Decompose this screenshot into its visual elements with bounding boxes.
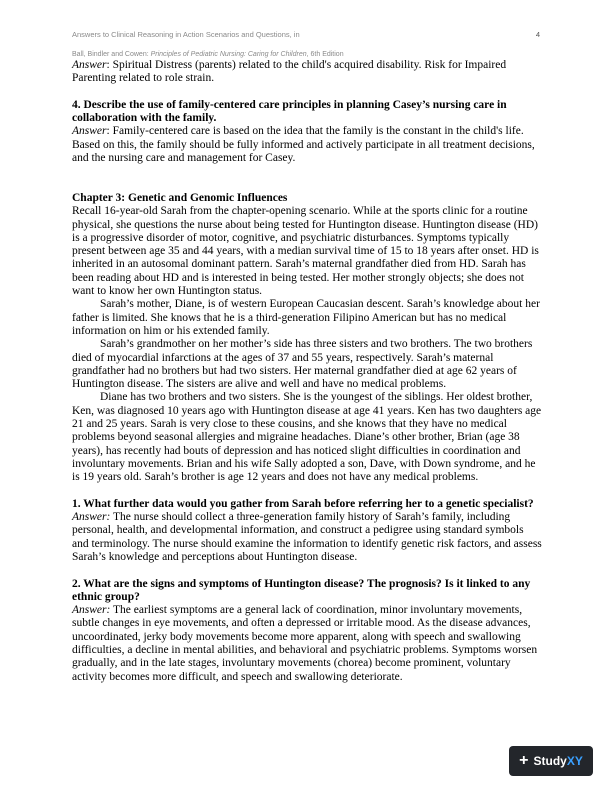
answer-4: Answer: Family-centered care is based on the idea that the family is the constant in the child's life. Based on this, the family should be fully informed and actively participate in all treatment decisions, and the nursing care and management for Casey.: [72, 125, 535, 165]
brand-study: Study: [533, 754, 567, 768]
citation-authors: Ball, Bindler and Cowen:: [72, 51, 149, 58]
plus-icon: +: [519, 752, 529, 769]
scenario-paragraph: Recall 16-year-old Sarah from the chapter-opening scenario. While at the sports clinic for a routine physical, she questions the nurse about being tested for Huntington disease. Huntington disease (HD) is a progressive disorder of motor, cognitive, and psychiatric disturbances. Symptoms typically present between age 35 and 44 years, with a median survival time of 15 to 18 years after onset. HD is inherited in an autosomal dominant pattern. Sarah’s maternal grandfather died from HD. Sarah has been reading about HD and is interested in being tested. Her mother strongly objects; she does not want to know her own Huntington status.: [72, 205, 539, 298]
chapter-heading: Chapter 3: Genetic and Genomic Influences: [72, 191, 288, 204]
studyxy-watermark[interactable]: [509, 746, 593, 776]
brand-xy: XY: [566, 754, 583, 768]
scenario-paragraph: Sarah’s mother, Diane, is of western European Caucasian descent. Sarah’s knowledge about her father is limited. She knows that he is a third-generation Filipino American but has no medical information on him or his extended family.: [72, 298, 540, 337]
answer-label: Answer: [72, 59, 107, 71]
answer-2: Answer: The earliest symptoms are a general lack of coordination, minor involuntary movements, subtle changes in eye movements, and often a depressed or irritable mood. As the disease advances, uncoordinated, jerky body movements become more apparent, along with speech and swallowing difficulties, a decline in mental abilities, and behavioral and psychiatric problems. Symptoms worsen gradually, and in the late stages, involuntary movements (chorea) become prominent, voluntary activity becomes more difficult, and speech and swallowing deteriorate.: [72, 604, 538, 683]
citation-book-title: Principles of Pediatric Nursing: Caring for Children: [150, 51, 307, 58]
answer-1: Answer: The nurse should collect a three-generation family history of Sarah’s family, including personal, health, and developmental information, and construct a pedigree using standard symbols and terminology. The nurse should examine the information to identify genetic risk factors, and assess Sarah’s knowledge and perceptions about Huntington disease.: [72, 511, 542, 563]
citation-line: [72, 51, 540, 58]
answer-label: Answer: [72, 125, 107, 138]
page-number: 4: [535, 30, 540, 39]
scenario-paragraph: Diane has two brothers and two sisters. She is the youngest of the siblings. Her oldest brother, Ken, was diagnosed 10 years ago with Huntington disease at age 41 years. Ken has two daughters age 21 and 25 years. Sarah is very close to these cousins, and she knows that they have no medical problems beyond seasonal allergies and migraine headaches. Diane’s other brother, Brian (age 38 years), has recently had bouts of depression and has noticed slight difficulties in coordination and involuntary movements. Brian and his wife Sally adopted a son, Dave, with Down syndrome, and he is 19 years old. Sarah’s brother is age 12 years and does not have any medical problems.: [72, 391, 542, 484]
document-body: [72, 59, 542, 684]
question-2: 2. What are the signs and symptoms of Huntington disease? The prognosis? Is it linked to any ethnic group?: [72, 577, 531, 603]
answer-label: Answer:: [72, 511, 111, 524]
running-title: Answers to Clinical Reasoning in Action Scenarios and Questions, in: [72, 30, 300, 39]
citation-edition: , 6th Edition: [306, 51, 344, 58]
scenario-paragraph: Sarah’s grandmother on her mother’s side has three sisters and two brothers. The two brothers died of myocardial infarctions at the ages of 37 and 55 years, respectively. Sarah’s maternal grandfather had no brothers but had two sisters. Her maternal grandfather died at age 62 years of Huntington disease. The sisters are alive and well and have no medical problems.: [72, 338, 533, 391]
answer-label: Answer:: [72, 604, 111, 617]
answer-3: Answer: Spiritual Distress (parents) related to the child's acquired disability. Risk for Impaired Parenting related to role strain.: [72, 59, 507, 85]
question-4: 4. Describe the use of family-centered care principles in planning Casey’s nursing care in collaboration with the family.: [72, 98, 507, 125]
question-1: 1. What further data would you gather from Sarah before referring her to a genetic specialist?: [72, 497, 534, 510]
